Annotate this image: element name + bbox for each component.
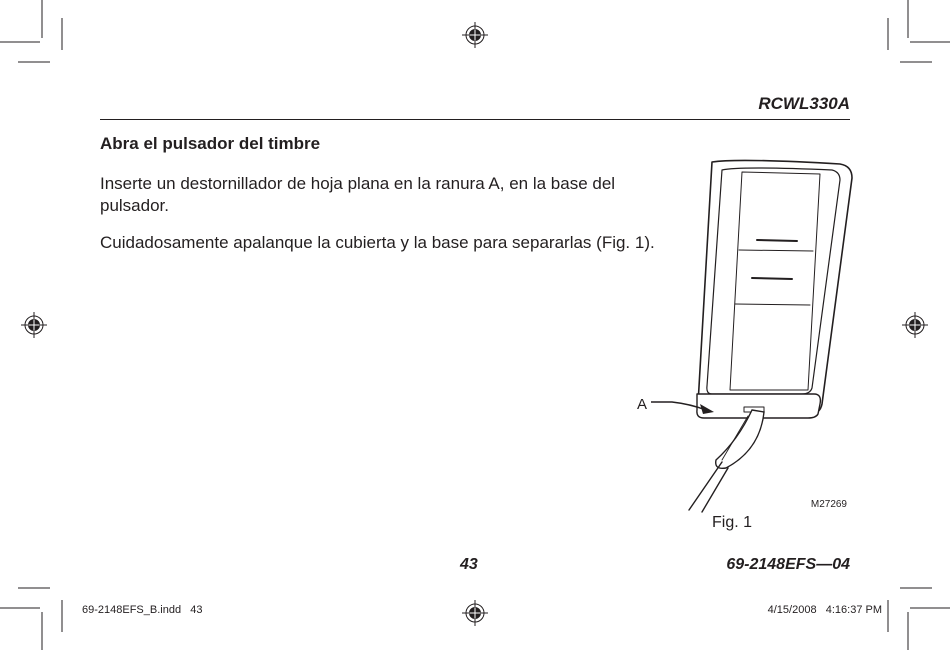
section-heading: Abra el pulsador del timbre xyxy=(100,134,321,153)
drawing-code: M27269 xyxy=(810,499,847,510)
slug-file-info: 69-2148EFS_B.indd 43 xyxy=(82,604,203,616)
registration-target-bottom xyxy=(462,600,488,626)
header-rule xyxy=(100,119,850,120)
slug-timestamp: 4/15/2008 4:16:37 PM xyxy=(767,604,882,616)
instruction-paragraph-2: Cuidadosamente apalanque la cubierta y la base para separarlas (Fig. 1). xyxy=(100,233,655,252)
push-button-illustration xyxy=(620,150,860,520)
registration-target-left xyxy=(21,312,47,338)
registration-target-right xyxy=(902,312,928,338)
model-number: RCWL330A xyxy=(758,94,850,113)
figure-caption: Fig. 1 xyxy=(712,514,753,531)
registration-target-top xyxy=(462,22,488,48)
document-code: 69-2148EFS—04 xyxy=(726,556,850,573)
page-number: 43 xyxy=(460,556,478,573)
callout-label: A xyxy=(636,396,647,413)
instruction-paragraph-1: Inserte un destornillador de hoja plana en la ranura A, en la base del pulsador. xyxy=(100,174,616,215)
